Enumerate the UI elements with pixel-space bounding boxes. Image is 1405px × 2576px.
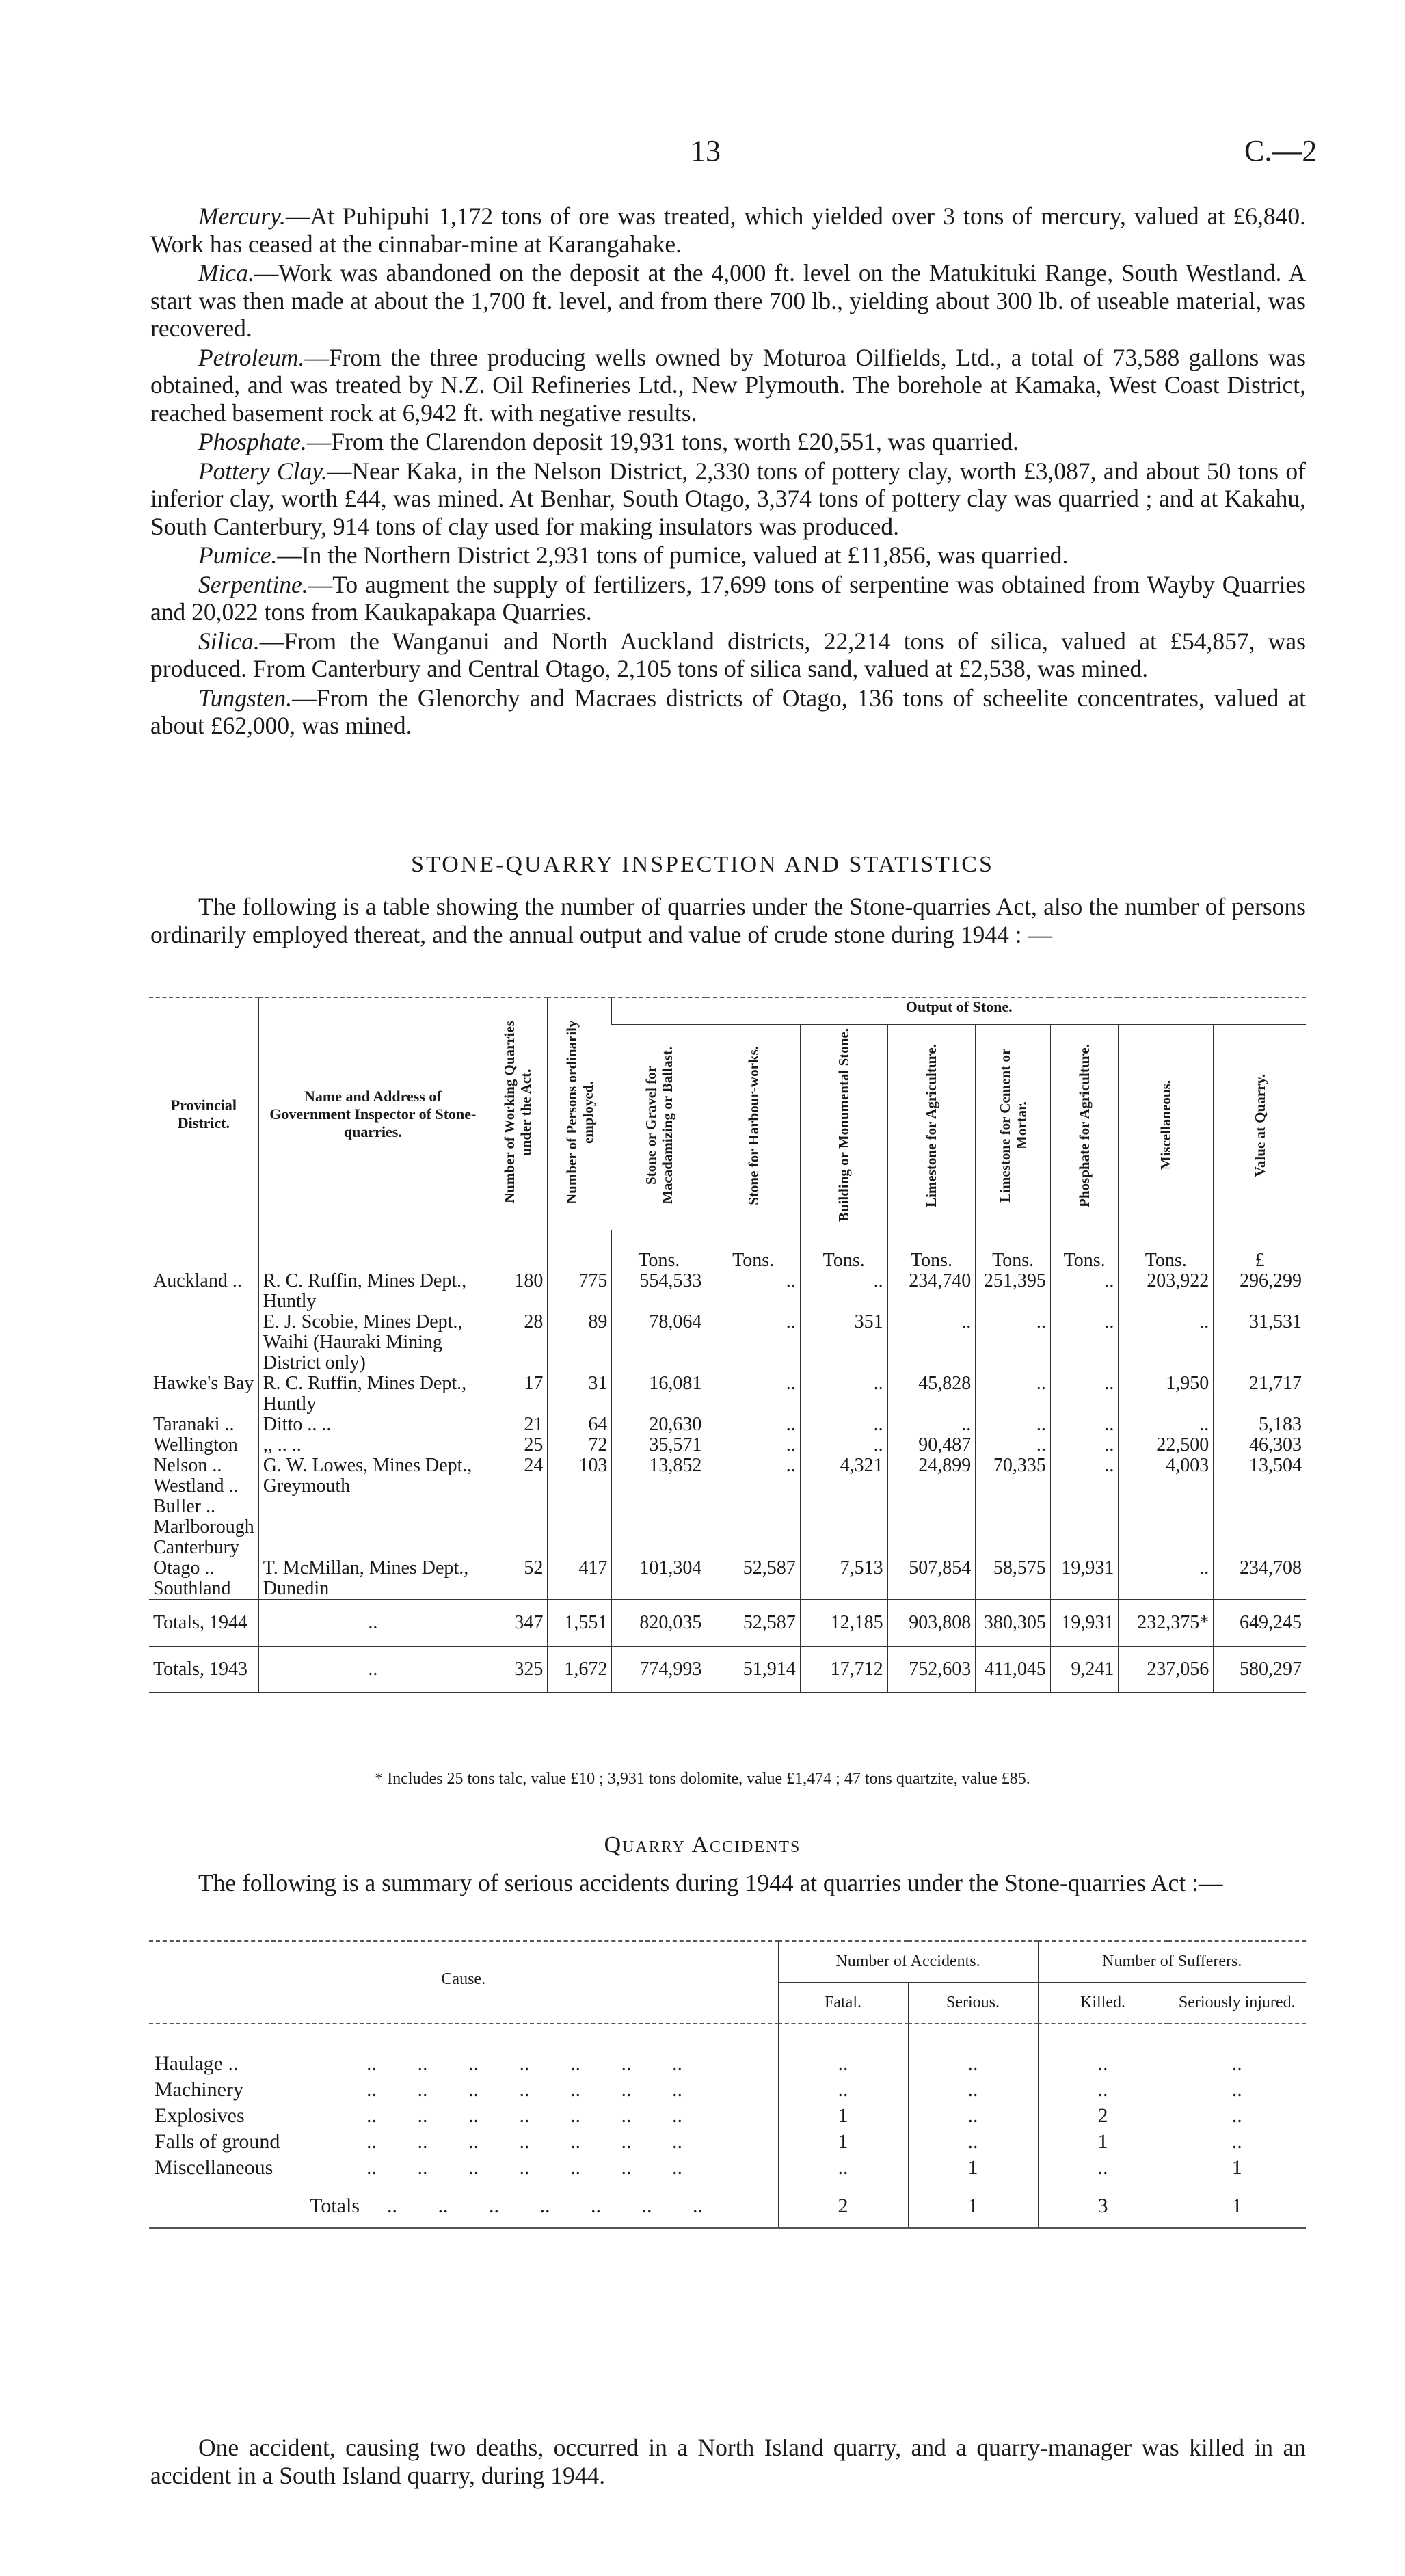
cell-lime-agri: 234,740 bbox=[887, 1271, 976, 1312]
cell-cause bbox=[149, 2051, 778, 2077]
cell-quarries: 325 bbox=[487, 1646, 547, 1693]
header-persons: Number of Persons ordinarily employed. bbox=[548, 997, 612, 1230]
header-lime-cement: Limestone for Cement or Mortar. bbox=[976, 1025, 1051, 1231]
cell-killed: 1 bbox=[1038, 2129, 1168, 2155]
paragraph-serpentine bbox=[150, 571, 1306, 626]
cell-macadam: 35,571 bbox=[612, 1435, 706, 1455]
cell-quarries: 25 bbox=[487, 1435, 547, 1455]
cell-building: .. bbox=[800, 1435, 887, 1455]
unit-label: £ bbox=[1214, 1230, 1306, 1271]
header-quarries: Number of Working Quarries under the Act. bbox=[487, 997, 547, 1230]
cell-fatal: 1 bbox=[778, 2129, 908, 2155]
dot-leader: .. .. .. .. .. .. .. bbox=[366, 2130, 682, 2153]
cell-lime-cement: 380,305 bbox=[976, 1600, 1051, 1646]
paragraph-heading: Silica. bbox=[198, 627, 260, 655]
cell-lime-cement: 58,575 bbox=[976, 1558, 1051, 1600]
cell-phosphate: .. bbox=[1050, 1455, 1118, 1558]
table-row bbox=[149, 2077, 1306, 2103]
cell-lime-cement: .. bbox=[976, 1414, 1051, 1435]
cell-persons: 64 bbox=[548, 1414, 612, 1435]
paragraph-text: —In the Northern District 2,931 tons of pumice, valued at £11,856, was quarried. bbox=[277, 541, 1069, 569]
cell-persons: 89 bbox=[548, 1312, 612, 1373]
cell-building: .. bbox=[800, 1414, 887, 1435]
table-row bbox=[149, 1373, 1306, 1414]
unit-label: Tons. bbox=[976, 1230, 1051, 1271]
totals-row bbox=[149, 1600, 1306, 1646]
cell-macadam: 20,630 bbox=[612, 1414, 706, 1435]
cell-fatal: .. bbox=[778, 2077, 908, 2103]
paragraph-heading: Petroleum. bbox=[198, 343, 305, 371]
intro-text: The following is a summary of serious accidents during 1944 at quarries under the Stone-quarries Act :— bbox=[198, 1869, 1223, 1896]
cell-misc: .. bbox=[1119, 1558, 1214, 1600]
header-sufferers: Number of Sufferers. bbox=[1038, 1941, 1306, 1983]
cell-phosphate: .. bbox=[1050, 1435, 1118, 1455]
paragraph-silica bbox=[150, 628, 1306, 683]
dot-leader: .. .. .. .. .. .. .. bbox=[366, 2104, 682, 2127]
intro-text: The following is a table showing the number of quarries under the Stone-quarries Act, also the number of persons ordinarily employed thereat, and the annual output and value of crude stone during 1944 : — bbox=[150, 893, 1306, 948]
cell-quarries: 24 bbox=[487, 1455, 547, 1558]
paragraph-text: —To augment the supply of fertilizers, 17,699 tons of serpentine was obtained from Wayby Quarries and 20,022 tons from Kaukapakapa Quarries. bbox=[150, 570, 1306, 626]
paragraph-text: —Work was abandoned on the deposit at the 4,000 ft. level on the Matukituki Range, South Westland. A start was then made at about the 1,700 ft. level, and from there 700 lb., yielding about 300 lb. of useable material, was recovered. bbox=[150, 259, 1306, 342]
header-inspector: Name and Address of Government Inspector of Stone-quarries. bbox=[258, 997, 487, 1230]
header-value: Value at Quarry. bbox=[1214, 1025, 1306, 1231]
cell-persons: 31 bbox=[548, 1373, 612, 1414]
header-macadam: Stone or Gravel for Macadamizing or Ballast. bbox=[642, 1047, 675, 1205]
cell-lime-cement: 70,335 bbox=[976, 1455, 1051, 1558]
cell-persons: 417 bbox=[548, 1558, 612, 1600]
cell-macadam: 101,304 bbox=[612, 1558, 706, 1600]
table-row bbox=[149, 1271, 1306, 1312]
cause-label: Explosives bbox=[155, 2104, 245, 2127]
cell-misc: 237,056 bbox=[1119, 1646, 1214, 1693]
cell-value: 234,708 bbox=[1214, 1558, 1306, 1600]
cell-killed: 2 bbox=[1038, 2103, 1168, 2129]
paragraph-heading: Tungsten. bbox=[198, 684, 293, 712]
cell-district: Totals, 1944 bbox=[149, 1600, 258, 1646]
cell-injured: 1 bbox=[1168, 2181, 1306, 2228]
cell-district: Otago .. Southland bbox=[153, 1557, 231, 1599]
header-building: Building or Monumental Stone. bbox=[800, 1025, 887, 1231]
cell-lime-agri: 752,603 bbox=[887, 1646, 976, 1693]
cell-misc: 22,500 bbox=[1119, 1435, 1214, 1455]
header-injured: Seriously injured. bbox=[1168, 1983, 1306, 2024]
cell-building: .. bbox=[800, 1373, 887, 1414]
cell-cause bbox=[149, 2129, 778, 2155]
cell-building: 17,712 bbox=[800, 1646, 887, 1693]
paragraph-heading: Serpentine. bbox=[198, 570, 308, 598]
cell-inspector: E. J. Scobie, Mines Dept., Waihi (Hauraki Mining District only) bbox=[258, 1312, 487, 1373]
cell-phosphate: 9,241 bbox=[1050, 1646, 1118, 1693]
cell-district: Nelson .. Westland .. Buller .. Marlborough Canterbury bbox=[153, 1455, 254, 1558]
cell-lime-cement: .. bbox=[976, 1312, 1051, 1373]
cell-killed: .. bbox=[1038, 2051, 1168, 2077]
cell-killed: .. bbox=[1038, 2155, 1168, 2181]
cause-label: Haulage .. bbox=[155, 2052, 239, 2075]
cell-inspector: G. W. Lowes, Mines Dept., Greymouth bbox=[258, 1455, 487, 1558]
cell-harbour: .. bbox=[706, 1373, 800, 1414]
cell-building: 12,185 bbox=[800, 1600, 887, 1646]
cell-lime-agri: 45,828 bbox=[887, 1373, 976, 1414]
cell-district: Taranaki .. bbox=[153, 1414, 235, 1435]
header-accidents: Number of Accidents. bbox=[778, 1941, 1038, 1983]
table-row bbox=[149, 1455, 1306, 1558]
cell-district: Hawke's Bay bbox=[153, 1373, 254, 1394]
cell-macadam: 16,081 bbox=[612, 1373, 706, 1414]
cell-macadam: 13,852 bbox=[612, 1455, 706, 1558]
header-output-group: Output of Stone. bbox=[612, 997, 1306, 1025]
cell-misc: 232,375* bbox=[1119, 1600, 1214, 1646]
cell-fatal: 2 bbox=[778, 2181, 908, 2228]
document-reference: C.—2 bbox=[1244, 134, 1317, 167]
paragraph-heading: Pottery Clay. bbox=[198, 457, 327, 485]
cell-harbour: .. bbox=[706, 1435, 800, 1455]
cell-fatal: 1 bbox=[778, 2103, 908, 2129]
header-district: Provincial District. bbox=[170, 1096, 237, 1131]
cell-value: 31,531 bbox=[1214, 1312, 1306, 1373]
cell-serious: 1 bbox=[908, 2155, 1038, 2181]
cell-inspector: Ditto .. .. bbox=[258, 1414, 487, 1435]
header-phosphate: Phosphate for Agriculture. bbox=[1050, 1025, 1118, 1231]
cell-value: 649,245 bbox=[1214, 1600, 1306, 1646]
cell-injured: .. bbox=[1168, 2129, 1306, 2155]
cause-label: Totals bbox=[310, 2195, 360, 2217]
cell-value: 13,504 bbox=[1214, 1455, 1306, 1558]
table-row bbox=[149, 1414, 1306, 1435]
units-row bbox=[149, 1230, 1306, 1271]
cell-macadam: 554,533 bbox=[612, 1271, 706, 1312]
cell-phosphate: .. bbox=[1050, 1312, 1118, 1373]
dot-leader: .. .. .. .. .. .. .. bbox=[366, 2078, 682, 2101]
table-footnote: * Includes 25 tons talc, value £10 ; 3,931 tons dolomite, value £1,474 ; 47 tons quartzite, value £85. bbox=[375, 1770, 1030, 1788]
page-number: 13 bbox=[691, 134, 721, 167]
paragraph-pumice bbox=[150, 541, 1306, 569]
paragraph-text: —From the Glenorchy and Macraes districts of Otago, 136 tons of scheelite concentrates, valued at about £62,000, was mined. bbox=[150, 684, 1306, 739]
paragraph-petroleum bbox=[150, 344, 1306, 427]
paragraph-pottery-clay bbox=[150, 457, 1306, 541]
paragraph-phosphate bbox=[150, 428, 1306, 456]
cell-phosphate: .. bbox=[1050, 1271, 1118, 1312]
closing-paragraph bbox=[150, 2434, 1306, 2489]
cause-label: Falls of ground bbox=[155, 2130, 280, 2153]
cell-building: .. bbox=[800, 1271, 887, 1312]
cell-harbour: .. bbox=[706, 1455, 800, 1558]
minerals-section bbox=[150, 202, 1306, 740]
cell-lime-agri: .. bbox=[887, 1312, 976, 1373]
stone-section-title: STONE-QUARRY INSPECTION AND STATISTICS bbox=[411, 852, 994, 877]
cell-killed: .. bbox=[1038, 2077, 1168, 2103]
stone-section-intro bbox=[150, 893, 1306, 948]
cell-fatal: .. bbox=[778, 2051, 908, 2077]
cell-macadam: 78,064 bbox=[612, 1312, 706, 1373]
cell-lime-agri: 507,854 bbox=[887, 1558, 976, 1600]
cell-phosphate: 19,931 bbox=[1050, 1600, 1118, 1646]
cell-phosphate: 19,931 bbox=[1050, 1558, 1118, 1600]
cause-label: Miscellaneous bbox=[155, 2156, 273, 2179]
cell-persons: 1,672 bbox=[548, 1646, 612, 1693]
cell-lime-cement: .. bbox=[976, 1435, 1051, 1455]
table-row bbox=[149, 1558, 1306, 1600]
paragraph-mica bbox=[150, 259, 1306, 343]
cell-cause bbox=[149, 2077, 778, 2103]
cell-injured: .. bbox=[1168, 2051, 1306, 2077]
cell-quarries: 180 bbox=[487, 1271, 547, 1312]
cell-lime-agri: 90,487 bbox=[887, 1435, 976, 1455]
cell-lime-cement: 411,045 bbox=[976, 1646, 1051, 1693]
cell-inspector: .. bbox=[258, 1600, 487, 1646]
unit-label: Tons. bbox=[1119, 1230, 1214, 1271]
table-row bbox=[149, 2129, 1306, 2155]
header-lime-agri: Limestone for Agriculture. bbox=[887, 1025, 976, 1231]
cell-killed: 3 bbox=[1038, 2181, 1168, 2228]
closing-text: One accident, causing two deaths, occurred in a North Island quarry, and a quarry-manager was killed in an accident in a South Island quarry, during 1944. bbox=[150, 2434, 1306, 2489]
cell-inspector: T. McMillan, Mines Dept., Dunedin bbox=[258, 1558, 487, 1600]
cause-label: Machinery bbox=[155, 2078, 243, 2101]
cell-fatal: .. bbox=[778, 2155, 908, 2181]
cell-persons: 775 bbox=[548, 1271, 612, 1312]
dot-leader: .. .. .. .. .. .. .. bbox=[366, 2156, 682, 2179]
cell-harbour: .. bbox=[706, 1414, 800, 1435]
table-row bbox=[149, 1312, 1306, 1373]
header-cause: Cause. bbox=[441, 1970, 486, 1988]
cell-serious: .. bbox=[908, 2077, 1038, 2103]
cell-lime-agri: 24,899 bbox=[887, 1455, 976, 1558]
cell-district: Auckland .. bbox=[153, 1270, 242, 1291]
unit-label: Tons. bbox=[612, 1230, 706, 1271]
cell-harbour: 52,587 bbox=[706, 1600, 800, 1646]
header-misc: Miscellaneous. bbox=[1119, 1025, 1214, 1231]
cell-building: 7,513 bbox=[800, 1558, 887, 1600]
cell-quarries: 347 bbox=[487, 1600, 547, 1646]
cell-misc: .. bbox=[1119, 1414, 1214, 1435]
cell-inspector: ,, .. .. bbox=[258, 1435, 487, 1455]
paragraph-heading: Mercury. bbox=[198, 202, 286, 230]
paragraph-text: —From the Clarendon deposit 19,931 tons, worth £20,551, was quarried. bbox=[306, 428, 1019, 455]
cell-district: Totals, 1943 bbox=[149, 1646, 258, 1693]
cell-lime-cement: 251,395 bbox=[976, 1271, 1051, 1312]
paragraph-text: —From the three producing wells owned by Moturoa Oilfields, Ltd., a total of 73,588 gallons was obtained, and was treated by N.Z. Oil Refineries Ltd., New Plymouth. The borehole at Kamaka, West Coast District, reached basement rock at 6,942 ft. with negative results. bbox=[150, 343, 1306, 427]
cell-quarries: 17 bbox=[487, 1373, 547, 1414]
paragraph-tungsten bbox=[150, 684, 1306, 740]
cell-persons: 72 bbox=[548, 1435, 612, 1455]
cell-persons: 103 bbox=[548, 1455, 612, 1558]
paragraph-text: —From the Wanganui and North Auckland districts, 22,214 tons of silica, valued at £54,857, was produced. From Canterbury and Central Otago, 2,105 tons of silica sand, valued at £2,538, was mined. bbox=[150, 627, 1306, 682]
cell-harbour: .. bbox=[706, 1312, 800, 1373]
totals-row bbox=[149, 1646, 1306, 1693]
cell-serious: .. bbox=[908, 2103, 1038, 2129]
cell-district: Wellington bbox=[153, 1434, 238, 1455]
paragraph-mercury bbox=[150, 202, 1306, 258]
cell-quarries: 52 bbox=[487, 1558, 547, 1600]
cell-quarries: 28 bbox=[487, 1312, 547, 1373]
cell-misc: 1,950 bbox=[1119, 1373, 1214, 1414]
header-serious: Serious. bbox=[908, 1983, 1038, 2024]
dot-leader: .. .. .. .. .. .. .. bbox=[387, 2195, 703, 2217]
cell-cause bbox=[149, 2181, 778, 2228]
cell-phosphate: .. bbox=[1050, 1373, 1118, 1414]
table-row bbox=[149, 2155, 1306, 2181]
cell-lime-cement: .. bbox=[976, 1373, 1051, 1414]
cell-lime-agri: .. bbox=[887, 1414, 976, 1435]
cell-building: 351 bbox=[800, 1312, 887, 1373]
cell-phosphate: .. bbox=[1050, 1414, 1118, 1435]
unit-label: Tons. bbox=[887, 1230, 976, 1271]
cell-harbour: .. bbox=[706, 1271, 800, 1312]
accidents-table bbox=[149, 1940, 1306, 2229]
totals-row bbox=[149, 2181, 1306, 2228]
table-row bbox=[149, 1435, 1306, 1455]
cell-cause bbox=[149, 2103, 778, 2129]
cell-serious: .. bbox=[908, 2051, 1038, 2077]
cell-macadam: 820,035 bbox=[612, 1600, 706, 1646]
cell-inspector: R. C. Ruffin, Mines Dept., Huntly bbox=[258, 1373, 487, 1414]
cell-quarries: 21 bbox=[487, 1414, 547, 1435]
cell-cause bbox=[149, 2155, 778, 2181]
cell-value: 46,303 bbox=[1214, 1435, 1306, 1455]
cell-value: 21,717 bbox=[1214, 1373, 1306, 1414]
accidents-section-intro bbox=[150, 1869, 1306, 1897]
cell-serious: .. bbox=[908, 2129, 1038, 2155]
paragraph-text: —Near Kaka, in the Nelson District, 2,330 tons of pottery clay, worth £3,087, and about 50 tons of inferior clay, worth £44, was mined. At Benhar, South Otago, 3,374 tons of pottery clay was quarried ; and at Kakahu, South Canterbury, 914 tons of clay used for making insulators was produced. bbox=[150, 457, 1306, 540]
unit-label: Tons. bbox=[800, 1230, 887, 1271]
paragraph-text: —At Puhipuhi 1,172 tons of ore was treated, which yielded over 3 tons of mercury, valued at £6,840. Work has ceased at the cinnabar-mine at Karangahake. bbox=[150, 202, 1306, 258]
cell-serious: 1 bbox=[908, 2181, 1038, 2228]
paragraph-heading: Mica. bbox=[198, 259, 254, 286]
paragraph-heading: Pumice. bbox=[198, 541, 278, 569]
table-row bbox=[149, 2051, 1306, 2077]
cell-harbour: 52,587 bbox=[706, 1558, 800, 1600]
paragraph-heading: Phosphate. bbox=[198, 428, 307, 455]
cell-value: 580,297 bbox=[1214, 1646, 1306, 1693]
cell-misc: .. bbox=[1119, 1312, 1214, 1373]
cell-harbour: 51,914 bbox=[706, 1646, 800, 1693]
header-fatal: Fatal. bbox=[778, 1983, 908, 2024]
cell-inspector: R. C. Ruffin, Mines Dept., Huntly bbox=[258, 1271, 487, 1312]
header-harbour: Stone for Harbour-works. bbox=[706, 1025, 800, 1231]
cell-district bbox=[149, 1312, 258, 1373]
cell-misc: 4,003 bbox=[1119, 1455, 1214, 1558]
dot-leader: .. .. .. .. .. .. .. bbox=[366, 2052, 682, 2075]
cell-value: 5,183 bbox=[1214, 1414, 1306, 1435]
cell-injured: 1 bbox=[1168, 2155, 1306, 2181]
table-row bbox=[149, 2103, 1306, 2129]
cell-macadam: 774,993 bbox=[612, 1646, 706, 1693]
cell-injured: .. bbox=[1168, 2103, 1306, 2129]
cell-misc: 203,922 bbox=[1119, 1271, 1214, 1312]
cell-value: 296,299 bbox=[1214, 1271, 1306, 1312]
unit-label: Tons. bbox=[1050, 1230, 1118, 1271]
unit-label: Tons. bbox=[706, 1230, 800, 1271]
header-killed: Killed. bbox=[1038, 1983, 1168, 2024]
cell-inspector: .. bbox=[258, 1646, 487, 1693]
accidents-section-title: Quarry Accidents bbox=[604, 1832, 801, 1857]
cell-building: 4,321 bbox=[800, 1455, 887, 1558]
stone-quarry-table bbox=[149, 997, 1306, 1693]
cell-injured: .. bbox=[1168, 2077, 1306, 2103]
cell-persons: 1,551 bbox=[548, 1600, 612, 1646]
cell-lime-agri: 903,808 bbox=[887, 1600, 976, 1646]
